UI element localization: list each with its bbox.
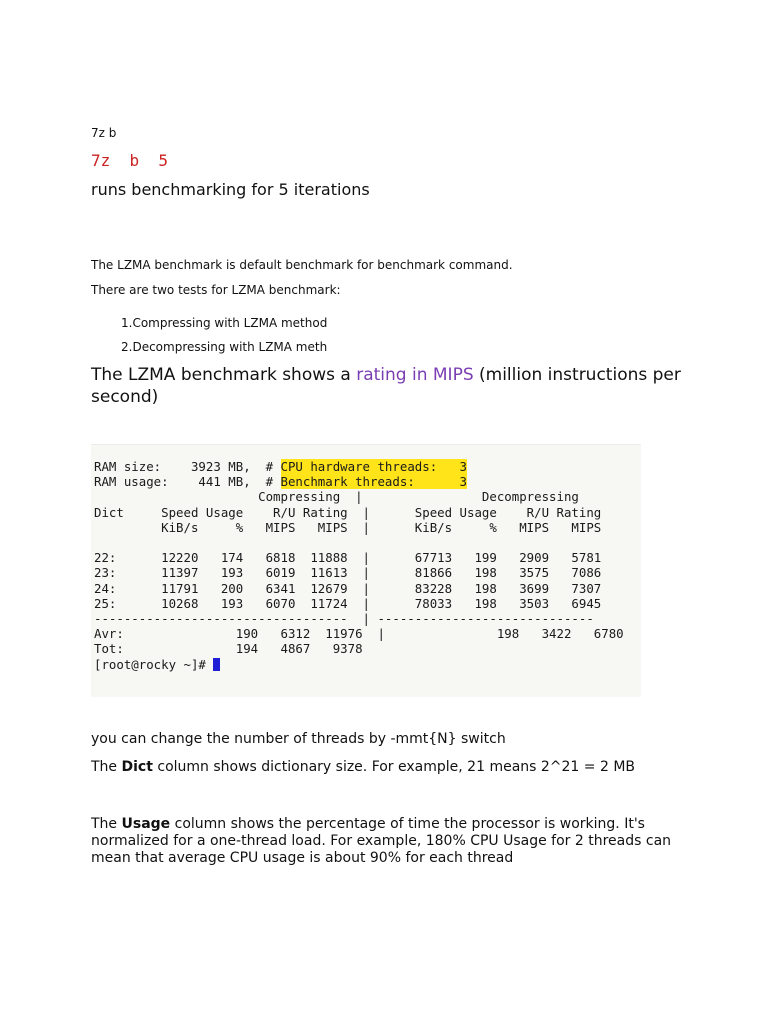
default-benchmark-text: The LZMA benchmark is default benchmark for benchmark command.	[91, 258, 513, 272]
list-item: 2.Decompressing with LZMA meth	[121, 340, 328, 354]
benchmark-threads-highlight: Benchmark threads: 3	[280, 474, 467, 490]
dict-description: The Dict column shows dictionary size. For example, 21 means 2^21 = 2 MB	[91, 759, 636, 775]
usage-description: The Usage column shows the percentage of time the processor is working. It's normalized for a one-thread load. For example, 180% CPU Usage for 2 threads can mean that average CPU usage is about 90% for each thread	[91, 816, 672, 866]
threads-switch-text: you can change the number of threads by -mmt{N} switch	[91, 731, 506, 747]
benchmark-table: Compressing | Decompressing Dict Speed Usage R/U Rating | Speed Usage R/U Rating KiB/s % MIPS MIPS | KiB/s % MIPS MIPS 22: 12220 174 6818 11888 | 67713 199 2909 5781 23: 11397 193 6019 11613 | 81866 198 3575 7086 24: 11791 200 6341 12679 | 83228 198 3699 7307 25: 10268 193 6070 11724 | 78033 198 3503 6945 ---------------------------------- | ----------------------------- Avr: 190 6312 11976 | 198 3422 6780 Tot: 194 4867 9378	[94, 489, 624, 657]
rating-description: The LZMA benchmark shows a rating in MIPS (million instructions per second)	[91, 365, 681, 407]
terminal-cursor	[213, 658, 220, 671]
terminal-output: RAM size: 3923 MB, # CPU hardware threads: 3 RAM usage: 441 MB, # Benchmark threads: 3 Compressing | Decompressing Dict Speed Usage R/U Rating | Speed Usage R/U Rating KiB/s % MIPS MIPS | KiB/s % MIPS MIPS 22: 12220 174 6818 11888 | 67713 199 2909 5781 23: 11397 193 6019 11613 | 81866 198 3575 7086 24: 11791 200 6341 12679 | 83228 198 3699 7307 25: 10268 193 6070 11724 | 78033 198 3503 6945 ---------------------------------- | ----------------------------- Avr: 190 6312 11976 | 198 3422 6780 Tot: 194 4867 9378 [root@rocky ~]#	[94, 459, 624, 672]
two-tests-text: There are two tests for LZMA benchmark:	[91, 283, 341, 297]
rating-in-mips-link[interactable]: rating in MIPS	[356, 365, 474, 385]
tests-list	[121, 311, 327, 359]
cpu-threads-highlight: CPU hardware threads: 3	[280, 459, 467, 474]
list-item: 1.Compressing with LZMA method	[121, 316, 328, 330]
command-example: 7z b 5	[91, 151, 169, 170]
dict-term: Dict	[121, 759, 153, 775]
heading-small: 7z b	[91, 126, 117, 140]
runs-description: runs benchmarking for 5 iterations	[91, 180, 370, 199]
usage-term: Usage	[121, 816, 171, 832]
benchmark-terminal-screenshot	[91, 444, 641, 697]
shell-prompt: [root@rocky ~]#	[94, 656, 214, 672]
